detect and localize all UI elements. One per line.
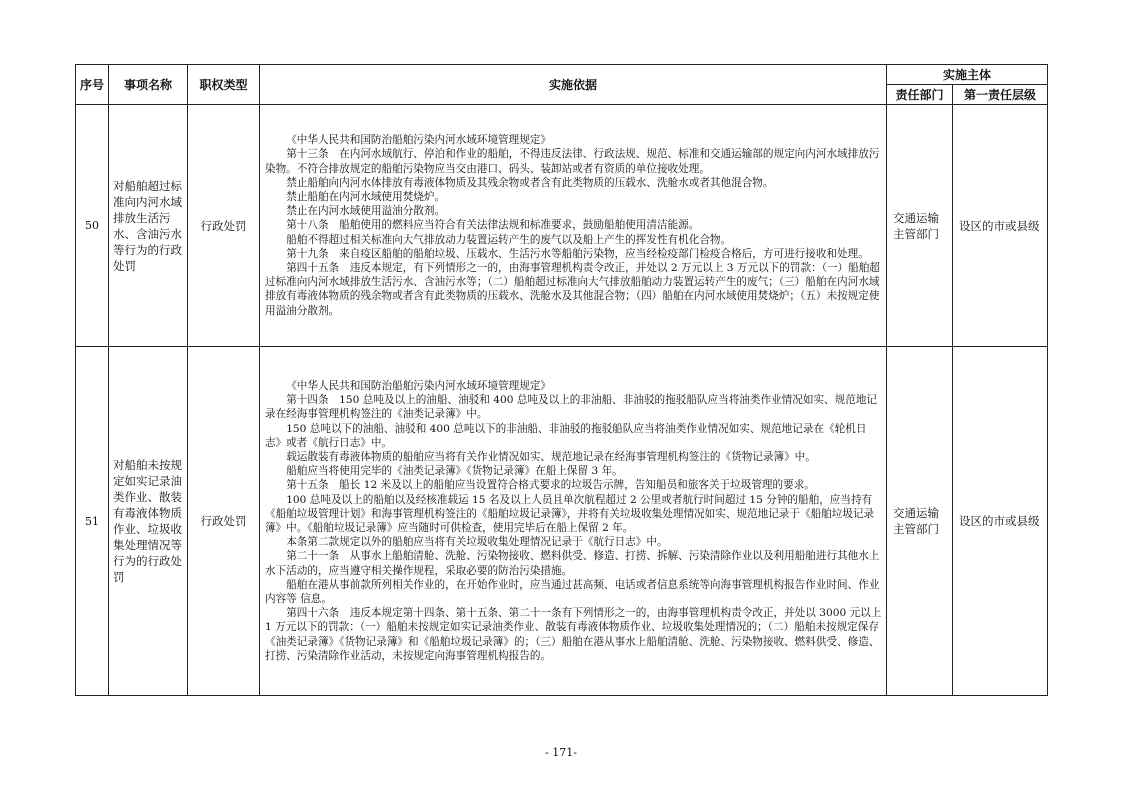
header-no: 序号 <box>76 65 109 105</box>
row-dept: 交通运输主管部门 <box>887 347 953 696</box>
header-level: 第一责任层级 <box>953 85 1048 105</box>
row-level: 设区的市或县级 <box>953 347 1048 696</box>
basis-line: 第十五条 船长 12 米及以上的船舶应当设置符合格式要求的垃圾告示牌，告知船员和旅客关于垃圾管理的要求。 <box>286 479 815 492</box>
basis-line: 150 总吨以下的油船、油驳和 400 总吨以下的非油船、非油驳的拖驳船队应当将油类作业情况如实、规范地记录在《轮机日志》或者《航行日志》中。 <box>265 422 867 449</box>
header-name: 事项名称 <box>109 65 188 105</box>
row-level: 设区的市或县级 <box>953 105 1048 347</box>
basis-line: 本条第二款规定以外的船舶应当将有关垃圾收集处理情况记录于《航行日志》中。 <box>286 536 668 549</box>
row-no: 51 <box>76 347 109 696</box>
basis-line: 第十四条 150 总吨及以上的油船、油驳和 400 总吨及以上的非油船、非油驳的拖驳船队应当将油类作业情况如实、规范地记录在经海事管理机构签注的《油类记录簿》中。 <box>265 394 878 421</box>
basis-line: 船舶在港从事前款所列相关作业的，在开始作业时，应当通过甚高频、电话或者信息系统等向海事管理机构报告作业时间、作业内容等 信息。 <box>265 578 880 606</box>
basis-line: 第十九条 来自疫区船舶的船舶垃圾、压载水、生活污水等船舶污染物，应当经检疫部门检疫合格后，方可进行接收和处理。 <box>286 247 869 260</box>
table-row <box>76 105 1048 347</box>
basis-line: 船舶不得超过相关标准向大气排放动力装置运转产生的废气以及船上产生的挥发性有机化合物。 <box>286 233 732 246</box>
basis-line: 船舶应当将使用完毕的《油类记录簿》《货物记录簿》在船上保留 3 年。 <box>286 465 623 478</box>
page-number: - 171- <box>545 746 577 759</box>
row-authority-type: 行政处罚 <box>188 105 260 347</box>
header-basis: 实施依据 <box>260 65 887 105</box>
basis-line: 载运散装有毒液体物质的船舶应当将有关作业情况如实、规范地记录在经海事管理机构签注的《货物记录簿》中。 <box>286 450 816 463</box>
row-authority-type: 行政处罚 <box>188 347 260 696</box>
basis-line: 第四十六条 违反本规定第十四条、第十五条、第二十一条有下列情形之一的，由海事管理机构责令改正，并处以 3000 元以上 1 万元以下的罚款：（一）船舶未按规定如实记录油类作业、散装有毒液体物质作业、垃圾收集处理情况的；（二）船舶未按规定保存《油类记录簿》《货物记录簿》和《船舶垃圾记录簿》的；（三）船舶在港从事水上船舶清舱、洗舱、污染物接收、燃料供受、修造、打捞、污染清除作业活动，未按规定向海事管理机构报告的。 <box>265 607 882 662</box>
row-no: 50 <box>76 105 109 347</box>
basis-line: 第十八条 船舶使用的燃料应当符合有关法律法规和标准要求，鼓励船舶使用清洁能源。 <box>286 219 700 232</box>
basis-line: 《中华人民共和国防治船舶污染内河水域环境管理规定》 <box>286 134 552 147</box>
row-item-name: 对船舶超过标准向内河水域排放生活污水、含油污水等行为的行政处罚 <box>109 105 188 347</box>
table-row <box>76 347 1048 696</box>
header-type: 职权类型 <box>188 65 260 105</box>
row-basis <box>260 105 887 347</box>
basis-line: 禁止船舶在内河水域使用焚烧炉。 <box>286 190 446 203</box>
basis-line: 100 总吨及以上的船舶以及经核准载运 15 名及以上人员且单次航程超过 2 公里或者航行时间超过 15 分钟的船舶，应当持有《船舶垃圾管理计划》和海事管理机构签注的《船舶垃圾记录簿》，并将有关垃圾收集处理情况如实、规范地记录于《船舶垃圾记录簿》中。《船舶垃圾记录簿》应当随时可供检查，使用完毕后在船上保留 2 年。 <box>265 493 875 534</box>
header-subject: 实施主体 <box>887 65 1048 85</box>
basis-line: 《中华人民共和国防治船舶污染内河水域环境管理规定》 <box>286 379 552 392</box>
basis-line: 第十三条 在内河水域航行、停泊和作业的船舶，不得违反法律、行政法规、规范、标准和交通运输部的规定向内河水域排放污染物。不符合排放规定的船舶污染物应当交由港口、码头、装卸站或者有资质的单位接收处理。 <box>265 148 880 175</box>
header-dept: 责任部门 <box>887 85 953 105</box>
basis-line: 禁止在内河水域使用溢油分散剂。 <box>286 205 446 218</box>
basis-line: 禁止船舶向内河水体排放有毒液体物质及其残余物或者含有此类物质的压载水、洗舱水或者其他混合物。 <box>286 176 774 189</box>
basis-line: 第二十一条 从事水上船舶清舱、洗舱、污染物接收、燃料供受、修造、打捞、拆解、污染清除作业以及利用船舶进行其他水上水下活动的，应当遵守相关操作规程，采取必要的防治污染措施。 <box>265 550 880 577</box>
row-item-name: 对船舶未按规定如实记录油类作业、散装有毒液体物质作业、垃圾收集处理情况等行为的行政处罚 <box>109 347 188 696</box>
row-dept: 交通运输主管部门 <box>887 105 953 347</box>
basis-line: 第四十五条 违反本规定，有下列情形之一的，由海事管理机构责令改正，并处以 2 万元以上 3 万元以下的罚款：（一）船舶超过标准向内河水域排放生活污水、含油污水等；（二）船舶超过标准向大气排放船舶动力装置运转产生的废气；（三）船舶在内河水域排放有毒液体物质的残余物或者含有此类物质的压载水、洗舱水及其他混合物；（四）船舶在内河水域使用焚烧炉；（五）未按规定使用溢油分散剂。 <box>265 262 880 317</box>
authority-table <box>75 64 1048 696</box>
row-basis <box>260 347 887 696</box>
